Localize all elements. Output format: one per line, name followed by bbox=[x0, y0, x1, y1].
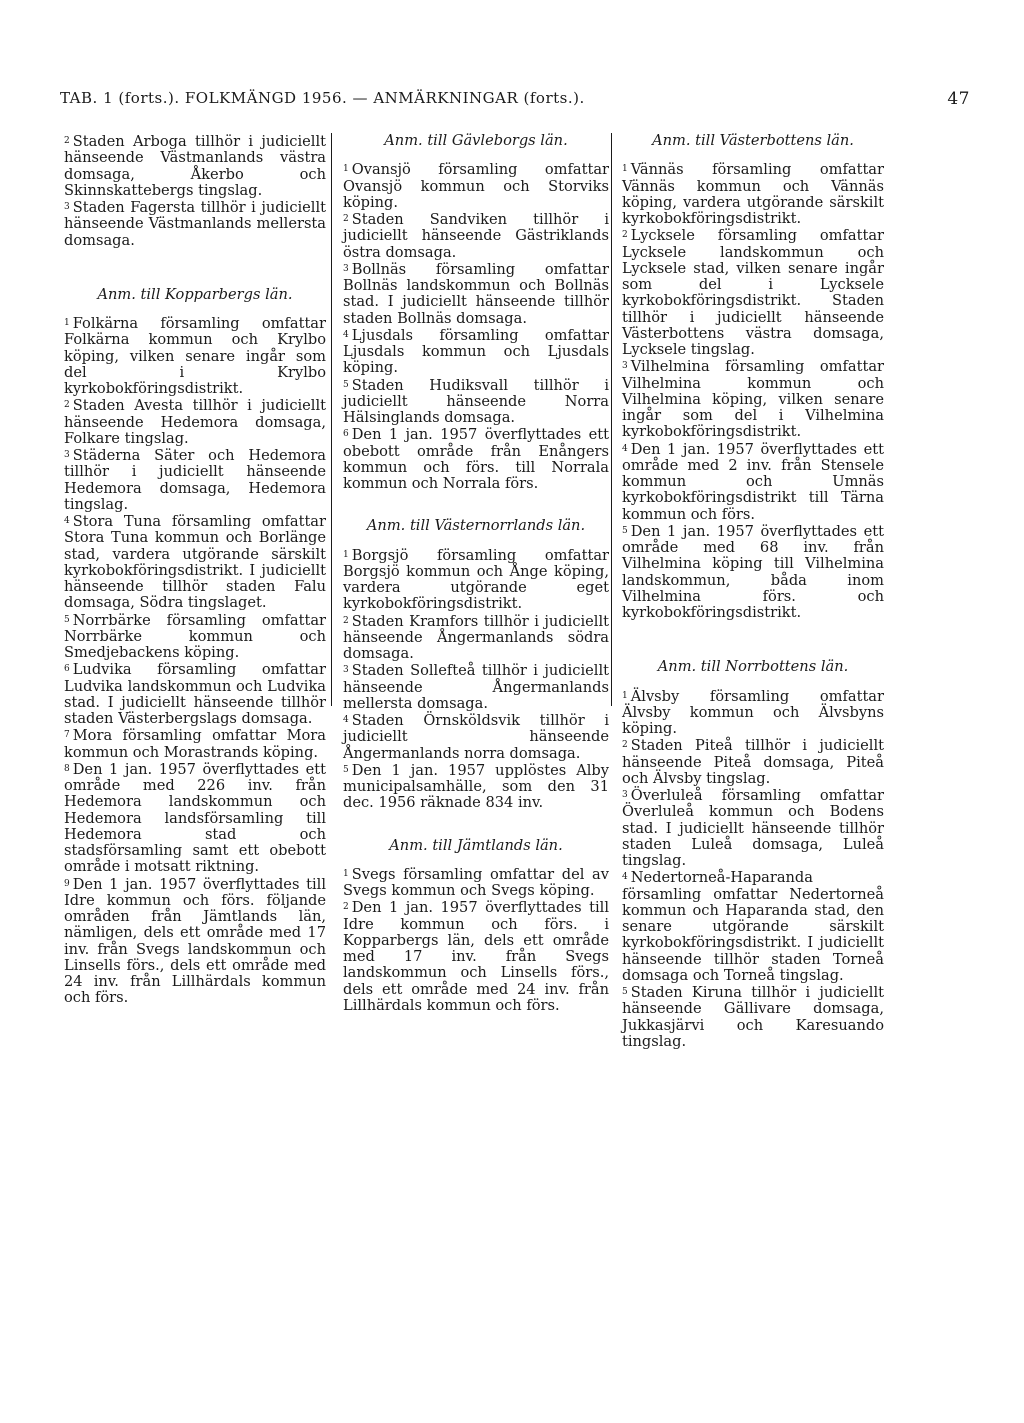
footnote: $^1$ Folkärna församling omfattar Folkärna kommun och Krylbo köping, vilken senare ingår som del i Krylbo kyrkobokföringsdistrikt. bbox=[64, 315, 326, 397]
footnote: $^2$ Staden Sandviken tillhör i judiciellt hänseende Gästriklands östra domsaga. bbox=[343, 211, 609, 261]
footnote: $^3$ Överluleå församling omfattar Överluleå kommun och Bodens stad. I judiciellt hänseende tillhör staden Luleå domsaga, Luleå tingslag. bbox=[622, 787, 884, 869]
footnote: $^9$ Den 1 jan. 1957 överflyttades till Idre kommun och förs. följande områden från Jämtlands län, nämligen, dels ett område med 17 inv. från Svegs landskommun och Linsells förs., dels ett område med 24 inv. från Lillhärdals kommun och förs. bbox=[64, 875, 326, 1007]
footnote: $^1$ Vännäs församling omfattar Vännäs kommun och Vännäs köping, vardera utgörande särskilt kyrkobokföringsdistrikt. bbox=[622, 161, 884, 227]
footnote: $^4$ Ljusdals församling omfattar Ljusdals kommun och Ljusdals köping. bbox=[343, 326, 609, 377]
footnote: $^3$ Vilhelmina församling omfattar Vilhelmina kommun och Vilhelmina köping, vilken senare ingår som del i Vilhelmina kyrkobokföringsdistrikt. bbox=[622, 358, 884, 441]
notes-kopparberg bbox=[64, 315, 326, 1007]
header-title: TAB. 1 (forts.). FOLKMÄNGD 1956. — ANMÄRKNINGAR (forts.). bbox=[60, 89, 585, 107]
notes-vasternorrland bbox=[343, 547, 609, 812]
column-divider-1 bbox=[331, 133, 332, 706]
section-heading-jamtland: Anm. till Jämtlands län. bbox=[389, 836, 563, 854]
notes-jamtland bbox=[343, 866, 609, 1014]
footnote: $^5$ Norrbärke församling omfattar Norrbärke kommun och Smedjebackens köping. bbox=[64, 611, 326, 661]
footnote: $^4$ Staden Örnsköldsvik tillhör i judiciellt hänseende Ångermanlands norra domsaga. bbox=[343, 712, 609, 762]
footnote: $^1$ Svegs församling omfattar del av Svegs kommun och Svegs köping. bbox=[343, 865, 609, 899]
footnote: $^6$ Den 1 jan. 1957 överflyttades ett obebott område från Enångers kommun och förs. till Norrala kommun och Norrala förs. bbox=[343, 426, 609, 492]
footnote: $^4$ Stora Tuna församling omfattar Stora Tuna kommun och Borlänge stad, vardera utgörande särskilt kyrkobokföringsdistrikt. I judiciellt hänseende tillhör staden Falu domsaga, Södra tingslaget. bbox=[64, 513, 326, 612]
footnote: $^3$ Staden Sollefteå tillhör i judiciellt hänseende Ångermanlands mellersta domsaga. bbox=[343, 662, 609, 712]
column-1 bbox=[64, 133, 326, 1007]
footnote: $^7$ Mora församling omfattar Mora kommun och Morastrands köping. bbox=[64, 727, 326, 761]
footnote: $^6$ Ludvika församling omfattar Ludvika landskommun och Ludvika stad. I judiciellt hänseende tillhör staden Västerbergslags domsaga. bbox=[64, 661, 326, 727]
footnote: $^5$ Staden Hudiksvall tillhör i judiciellt hänseende Norra Hälsinglands domsaga. bbox=[343, 376, 609, 426]
notes-vastmanland bbox=[64, 133, 326, 249]
footnote: $^5$ Den 1 jan. 1957 upplöstes Alby municipalsamhälle, som den 31 dec. 1956 räknade 834 inv. bbox=[343, 761, 609, 812]
footnote: $^3$ Bollnäs församling omfattar Bollnäs landskommun och Bollnäs stad. I judiciellt hänseende tillhör staden Bollnäs domsaga. bbox=[343, 260, 609, 327]
footnote: $^1$ Älvsby församling omfattar Älvsby kommun och Älvsbyns köping. bbox=[622, 687, 884, 737]
column-2 bbox=[343, 133, 609, 1014]
footnote: $^2$ Lycksele församling omfattar Lycksele landskommun och Lycksele stad, vilken senare ingår som del i Lycksele kyrkobokföringsdistrikt. Staden tillhör i judiciellt hänseende Västerbottens västra domsaga, Lycksele tingslag. bbox=[622, 227, 884, 358]
footnote: $^1$ Ovansjö församling omfattar Ovansjö kommun och Storviks köping. bbox=[343, 161, 609, 211]
footnote: $^4$ Den 1 jan. 1957 överflyttades ett område med 2 inv. från Stensele kommun och Umnäs kyrkobokföringsdistrikt till Tärna kommun och förs. bbox=[622, 440, 884, 523]
notes-vasterbotten bbox=[622, 161, 884, 621]
footnote: $^3$ Staden Fagersta tillhör i judiciellt hänseende Västmanlands mellersta domsaga. bbox=[64, 199, 326, 249]
footnote: $^8$ Den 1 jan. 1957 överflyttades ett område med 226 inv. från Hedemora landskommun och Hedemora landsförsamling till Hedemora stad och stadsförsamling samt ett obebott område i motsatt riktning. bbox=[64, 760, 326, 876]
column-divider-2 bbox=[611, 133, 612, 706]
section-heading-vasterbotten: Anm. till Västerbottens län. bbox=[652, 132, 854, 149]
footnote: $^2$ Den 1 jan. 1957 överflyttades till Idre kommun och förs. i Kopparbergs län, dels ett område med 17 inv. från Svegs landskommun och Linsells förs., dels ett område med 24 inv. från Lillhärdals kommun och förs. bbox=[343, 899, 609, 1014]
footnote: $^1$ Borgsjö församling omfattar Borgsjö kommun och Ånge köping, vardera utgörande eget kyrkobokföringsdistrikt. bbox=[343, 546, 609, 613]
page-number: 47 bbox=[947, 89, 970, 109]
running-header bbox=[60, 89, 972, 113]
footnote: $^2$ Staden Piteå tillhör i judiciellt hänseende Piteå domsaga, Piteå och Älvsby tingslag. bbox=[622, 737, 884, 787]
footnote: $^5$ Staden Kiruna tillhör i judiciellt hänseende Gällivare domsaga, Jukkasjärvi och Karesuando tingslag. bbox=[622, 984, 884, 1050]
section-heading-gavleborg: Anm. till Gävleborgs län. bbox=[384, 132, 568, 149]
notes-norrbotten bbox=[622, 688, 884, 1051]
footnote: $^2$ Staden Kramfors tillhör i judiciellt hänseende Ångermanlands södra domsaga. bbox=[343, 612, 609, 662]
footnote: $^2$ Staden Avesta tillhör i judiciellt hänseende Hedemora domsaga, Folkare tingslag. bbox=[64, 397, 326, 447]
column-3 bbox=[622, 133, 884, 1050]
footnote: $^5$ Den 1 jan. 1957 överflyttades ett område med 68 inv. från Vilhelmina köping till Vilhelmina landskommun, båda inom Vilhelmina förs. och kyrkobokföringsdistrikt. bbox=[622, 522, 884, 621]
footnote: $^3$ Städerna Säter och Hedemora tillhör i judiciellt hänseende Hedemora domsaga, Hedemora tingslag. bbox=[64, 447, 326, 513]
footnote: $^2$ Staden Arboga tillhör i judiciellt hänseende Västmanlands västra domsaga, Åkerbo och Skinnskattebergs tingslag. bbox=[64, 133, 326, 199]
section-heading-kopparberg: Anm. till Kopparbergs län. bbox=[97, 285, 293, 303]
notes-gavleborg bbox=[343, 161, 609, 492]
section-heading-vasternorrland: Anm. till Västernorrlands län. bbox=[366, 517, 586, 535]
footnote: $^4$ Nedertorneå-Haparanda församling omfattar Nedertorneå kommun och Haparanda stad, den senare utgörande särskilt kyrkobokföringsdistrikt. I judiciellt hänseende tillhör staden Torneå domsaga och Torneå tingslag. bbox=[622, 869, 884, 984]
section-heading-norrbotten: Anm. till Norrbottens län. bbox=[657, 658, 849, 676]
